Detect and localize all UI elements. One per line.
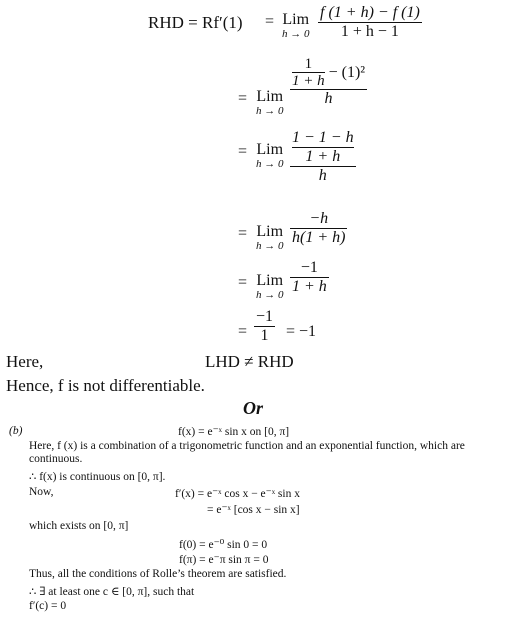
- fraction-numerator: −1: [300, 259, 318, 276]
- continuity-conclusion: ∴ f(x) is continuous on [0, π].: [29, 471, 166, 483]
- fraction-numerator: −h: [309, 210, 329, 227]
- fraction-denominator: 1 + h − 1: [340, 23, 399, 40]
- equals-sign: =: [238, 90, 248, 107]
- fraction-denominator: 1 + h: [292, 278, 327, 295]
- conclusion-text: Hence, f is not differentiable.: [6, 376, 205, 395]
- rolle-conditions: Thus, all the conditions of Rolle’s theorem are satisfied.: [29, 568, 287, 580]
- fraction-denominator: h: [324, 90, 333, 107]
- equals-sign: =: [238, 225, 248, 242]
- fraction-numerator: f (1 + h) − f (1): [320, 4, 420, 21]
- fraction: [318, 4, 422, 41]
- lim-word: Lim: [282, 11, 310, 28]
- fraction-denominator: 1: [260, 327, 269, 344]
- derivative-line-1: f′(x) = e⁻ˣ cos x − e⁻ˣ sin x: [175, 488, 300, 500]
- limit-operator: [256, 142, 284, 170]
- lim-word: Lim: [256, 88, 284, 105]
- part-label: (b): [9, 425, 23, 437]
- fraction: [290, 259, 329, 296]
- lim-word: Lim: [256, 141, 284, 158]
- result-tail: = −1: [286, 323, 317, 340]
- inner-numerator: 1: [304, 56, 313, 72]
- fraction-numerator: [290, 56, 367, 89]
- f-at-zero: f(0) = e⁻⁰ sin 0 = 0: [179, 539, 268, 551]
- continuity-statement-1: Here, f (x) is a combination of a trigonometric function and an exponential function, which are: [29, 440, 465, 452]
- lhd-not-equal-rhd: LHD ≠ RHD: [205, 352, 294, 371]
- equals-sign: =: [238, 323, 248, 340]
- inner-fraction: [292, 56, 325, 89]
- lim-word: Lim: [256, 272, 284, 289]
- equals-sign: =: [238, 143, 248, 160]
- f-prime-c-zero: f′(c) = 0: [29, 600, 67, 612]
- lim-under: h → 0: [256, 240, 284, 252]
- now-label: Now,: [29, 486, 54, 498]
- limit-operator: [256, 273, 284, 301]
- inner-numerator: 1 − 1 − h: [292, 129, 354, 146]
- inner-denominator: 1 + h: [292, 73, 325, 89]
- derivative-line-2: = e⁻ˣ [cos x − sin x]: [207, 504, 300, 516]
- or-divider: Or: [243, 398, 264, 418]
- existence-of-c: ∴ ∃ at least one c ∈ [0, π], such that: [29, 586, 195, 598]
- fraction: [290, 210, 347, 247]
- here-label: Here,: [6, 352, 44, 371]
- fraction-numerator: [290, 129, 356, 166]
- lim-word: Lim: [256, 223, 284, 240]
- rhd-lhs: RHD = Rf′(1): [148, 13, 243, 32]
- fraction-denominator: h(1 + h): [292, 229, 346, 246]
- fraction: [254, 308, 275, 345]
- fraction-numerator: −1: [256, 308, 274, 325]
- inner-tail: − (1)²: [328, 63, 366, 81]
- derivative-exists: which exists on [0, π]: [29, 520, 129, 532]
- fraction: [290, 56, 367, 108]
- inner-denominator: 1 + h: [305, 148, 341, 165]
- lim-under: h → 0: [256, 289, 284, 301]
- function-definition: f(x) = e⁻ˣ sin x on [0, π]: [178, 426, 290, 438]
- lim-under: h → 0: [282, 28, 310, 40]
- lim-under: h → 0: [256, 105, 284, 117]
- f-at-pi: f(π) = e⁻π sin π = 0: [179, 554, 269, 566]
- equals-sign: =: [265, 13, 275, 30]
- lim-under: h → 0: [256, 158, 284, 170]
- fraction-denominator: h: [318, 167, 327, 184]
- continuity-statement-2: continuous.: [29, 453, 83, 465]
- limit-operator: [282, 12, 310, 40]
- limit-operator: [256, 89, 284, 117]
- equals-sign: =: [238, 274, 248, 291]
- fraction: [290, 129, 356, 185]
- limit-operator: [256, 224, 284, 252]
